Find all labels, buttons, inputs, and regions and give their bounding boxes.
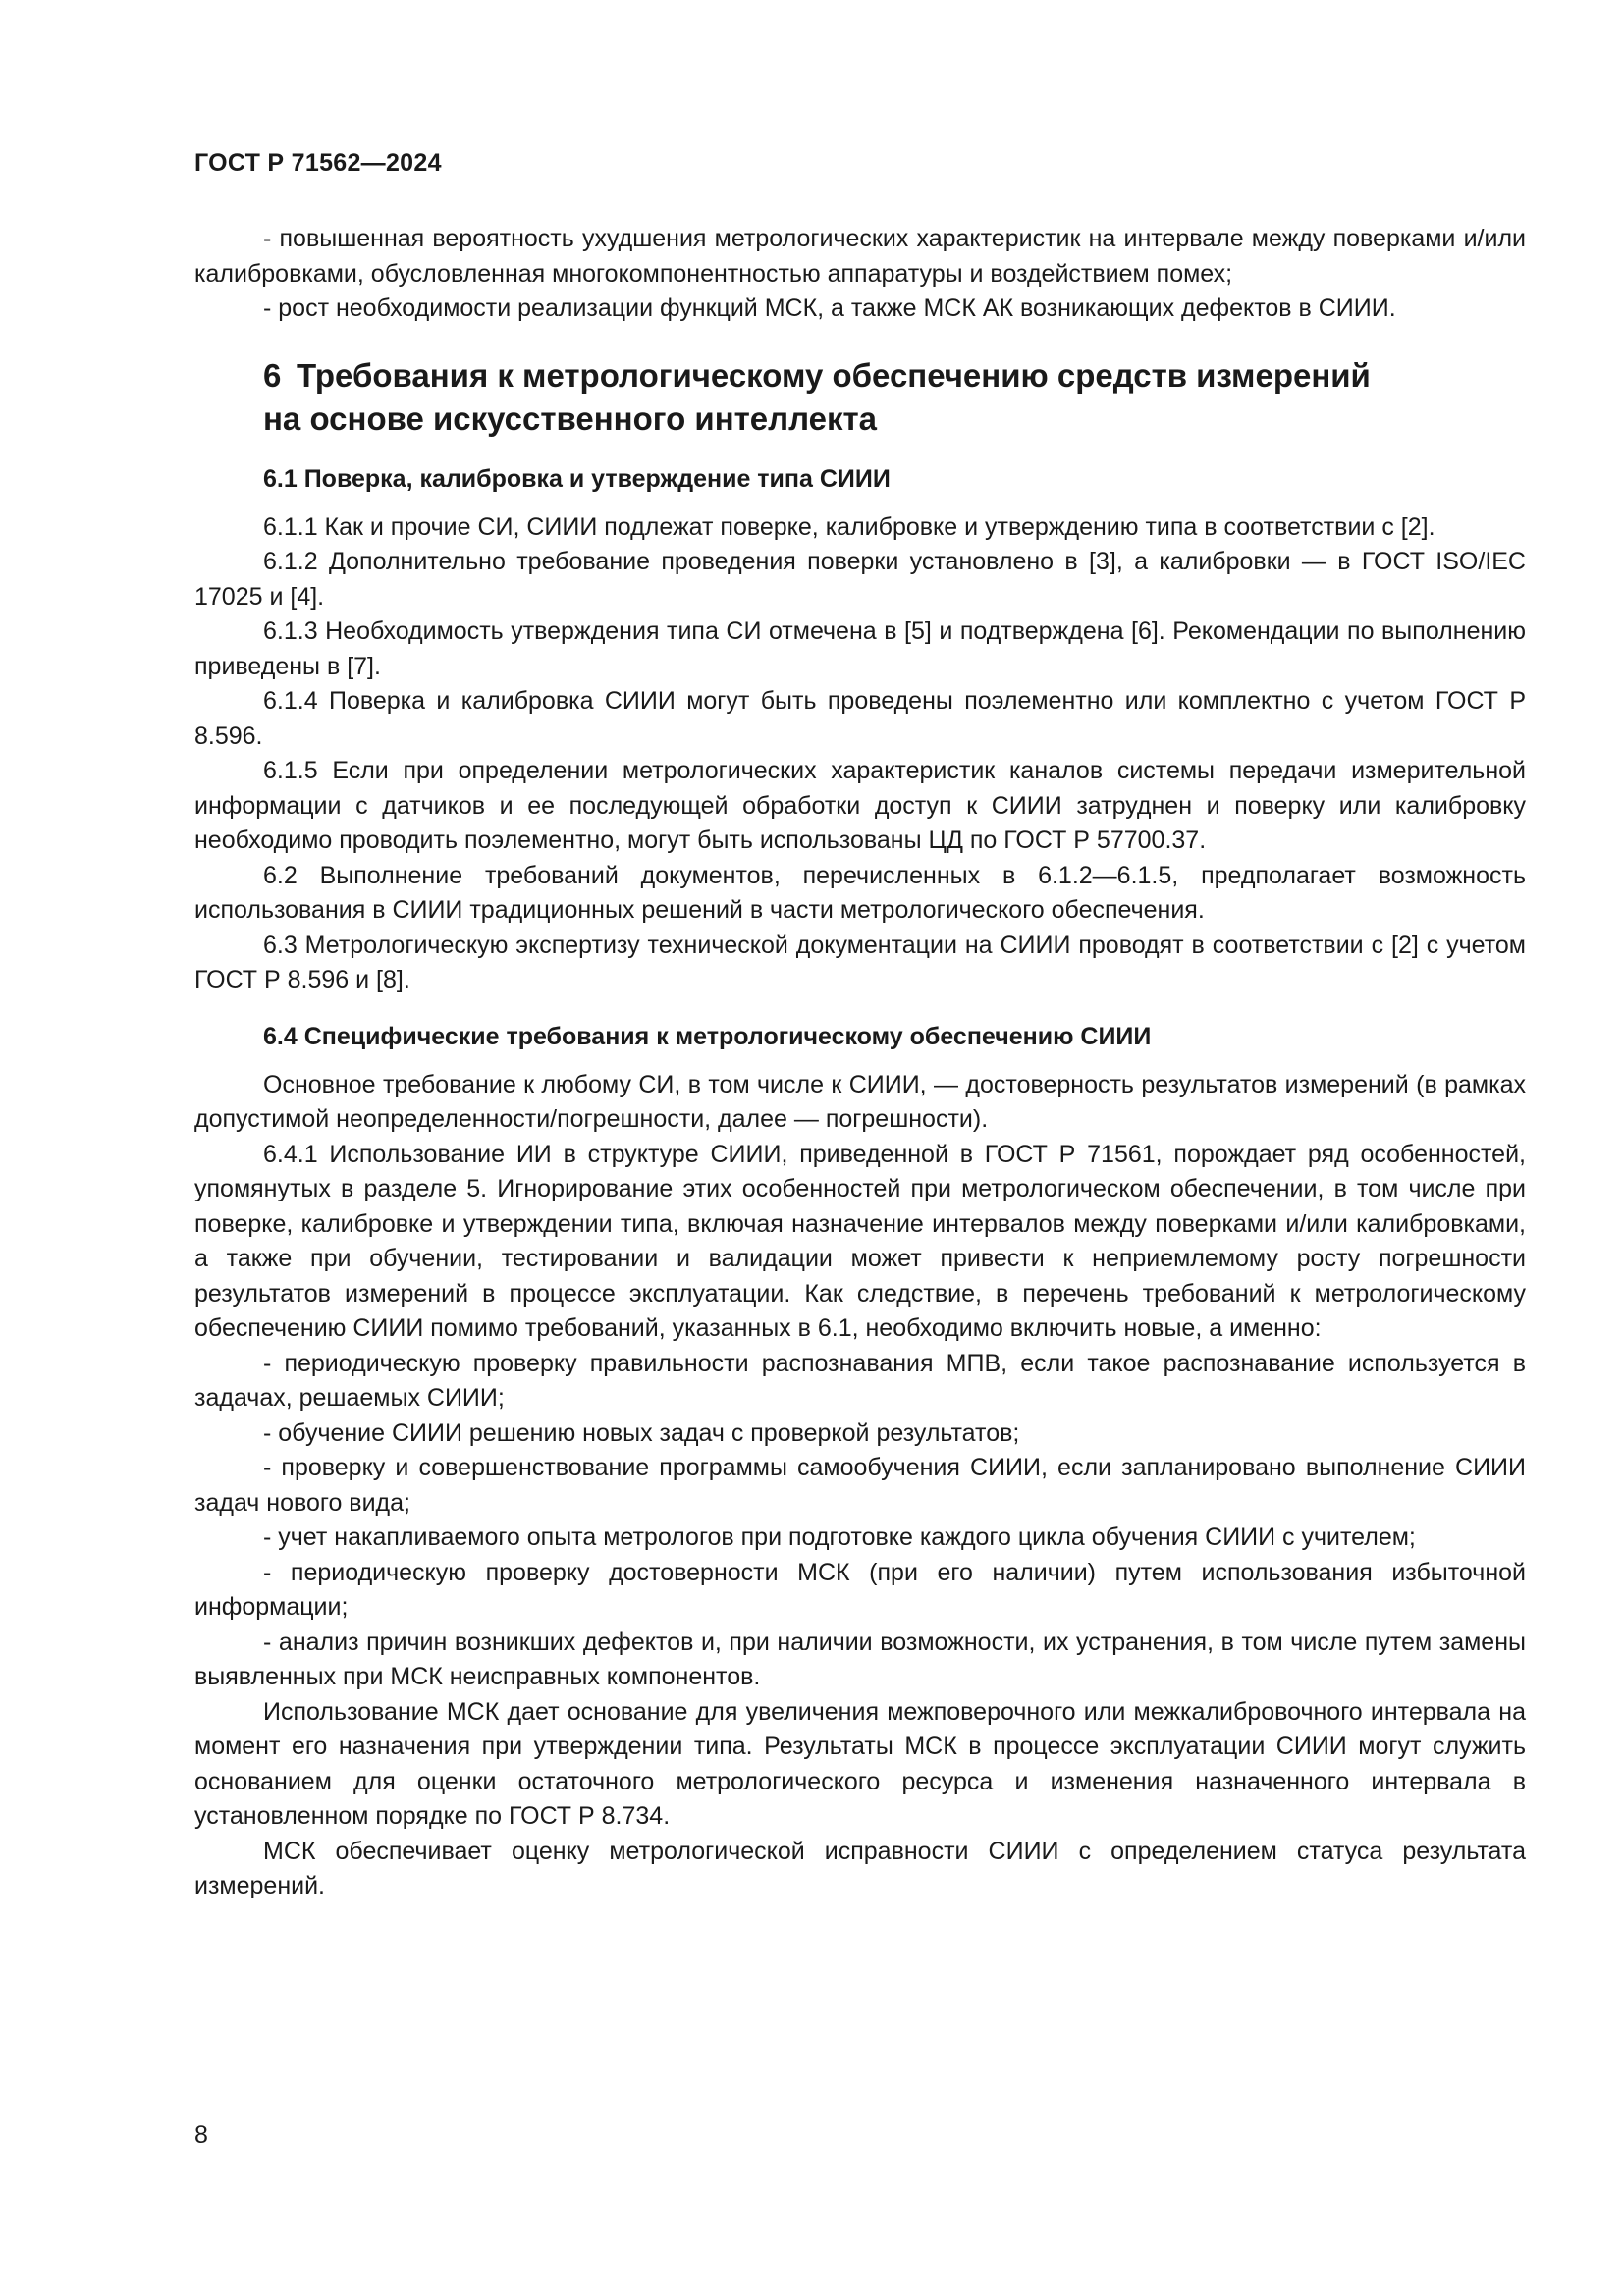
paragraph: Основное требование к любому СИ, в том числе к СИИИ, — достоверность результатов измерений (в рамках допустимой неопределенности/погрешности, далее — погрешности). xyxy=(194,1070,1526,1133)
paragraph: Использование МСК дает основание для увеличения межповерочного или межкалибровочного интервала на момент его назначения при утверждении типа. Результаты МСК в процессе эксплуатации СИИИ могут служить основанием для оценки остаточного метрологического ресурса и изменения назначенного интервала в установленном порядке по ГОСТ Р 8.734. xyxy=(194,1697,1526,1830)
list-item: - периодическую проверку правильности распознавания МПВ, если такое распознавание используется в задачах, решаемых СИИИ; xyxy=(194,1349,1526,1412)
list-item: - обучение СИИИ решению новых задач с проверкой результатов; xyxy=(263,1418,1020,1447)
list-item: - проверку и совершенствование программы самообучения СИИИ, если запланировано выполнение СИИИ задач нового вида; xyxy=(194,1454,1526,1517)
paragraph: - повышенная вероятность ухудшения метрологических характеристик на интервале между поверками и/или калибровками, обусловленная многокомпонентностью аппаратуры и воздействием помех; xyxy=(194,225,1526,288)
paragraph: - рост необходимости реализации функций МСК, а также МСК АК возникающих дефектов в СИИИ. xyxy=(263,294,1396,322)
list-item: - анализ причин возникших дефектов и, при наличии возможности, их устранения, в том числе путем замены выявленных при МСК неисправных компонентов. xyxy=(194,1628,1526,1690)
page-number: 8 xyxy=(194,2121,208,2149)
paragraph: 6.4.1 Использование ИИ в структуре СИИИ, приведенной в ГОСТ Р 71561, порождает ряд особенностей, упомянутых в разделе 5. Игнорирование этих особенностей при метрологическом обеспечении, в том числе при поверке, калибровке и утверждении типа, включая назначение интервалов между поверками и/или калибровками, а также при обучении, тестировании и валидации может привести к неприемлемому росту погрешности результатов измерений в процессе эксплуатации. Как следствие, в перечень требований к метрологическому обеспечению СИИИ помимо требований, указанных в 6.1, необходимо включить новые, а именно: xyxy=(194,1140,1526,1342)
paragraph: 6.2 Выполнение требований документов, перечисленных в 6.1.2—6.1.5, предполагает возможность использования в СИИИ традиционных решений в части метрологического обеспечения. xyxy=(194,861,1526,924)
paragraph: 6.1.2 Дополнительно требование проведения поверки установлено в [3], а калибровки — в ГОСТ ISO/IEC 17025 и [4]. xyxy=(194,548,1526,611)
subsection-heading: 6.1 Поверка, калибровка и утверждение типа СИИИ xyxy=(263,464,891,493)
paragraph: 6.1.4 Поверка и калибровка СИИИ могут быть проведены поэлементно или комплектно с учетом ГОСТ Р 8.596. xyxy=(194,687,1526,750)
document-body xyxy=(194,222,1526,1904)
paragraph: 6.1.1 Как и прочие СИ, СИИИ подлежат поверке, калибровке и утверждению типа в соответствии с [2]. xyxy=(263,512,1435,541)
section-title-line1: Требования к метрологическому обеспечению средств измерений xyxy=(297,356,1371,394)
section-title-line2: на основе искусственного интеллекта xyxy=(263,400,878,437)
list-item: - учет накапливаемого опыта метрологов при подготовке каждого цикла обучения СИИИ с учителем; xyxy=(263,1523,1416,1551)
document-header: ГОСТ Р 71562—2024 xyxy=(194,149,442,177)
subsection-heading: 6.4 Специфические требования к метрологическому обеспечению СИИИ xyxy=(263,1022,1152,1050)
paragraph: МСК обеспечивает оценку метрологической исправности СИИИ с определением статуса результата измерений. xyxy=(194,1837,1526,1899)
paragraph: 6.1.5 Если при определении метрологических характеристик каналов системы передачи измерительной информации с датчиков и ее последующей обработки доступ к СИИИ затруднен и поверку или калибровку необходимо проводить поэлементно, могут быть использованы ЦД по ГОСТ Р 57700.37. xyxy=(194,757,1526,854)
paragraph: 6.1.3 Необходимость утверждения типа СИ отмечена в [5] и подтверждена [6]. Рекомендации по выполнению приведены в [7]. xyxy=(194,617,1526,680)
section-number: 6 xyxy=(263,356,282,394)
section-heading xyxy=(263,354,1526,441)
paragraph: 6.3 Метрологическую экспертизу технической документации на СИИИ проводят в соответствии с [2] с учетом ГОСТ Р 8.596 и [8]. xyxy=(194,931,1526,993)
list-item: - периодическую проверку достоверности МСК (при его наличии) путем использования избыточной информации; xyxy=(194,1558,1526,1621)
